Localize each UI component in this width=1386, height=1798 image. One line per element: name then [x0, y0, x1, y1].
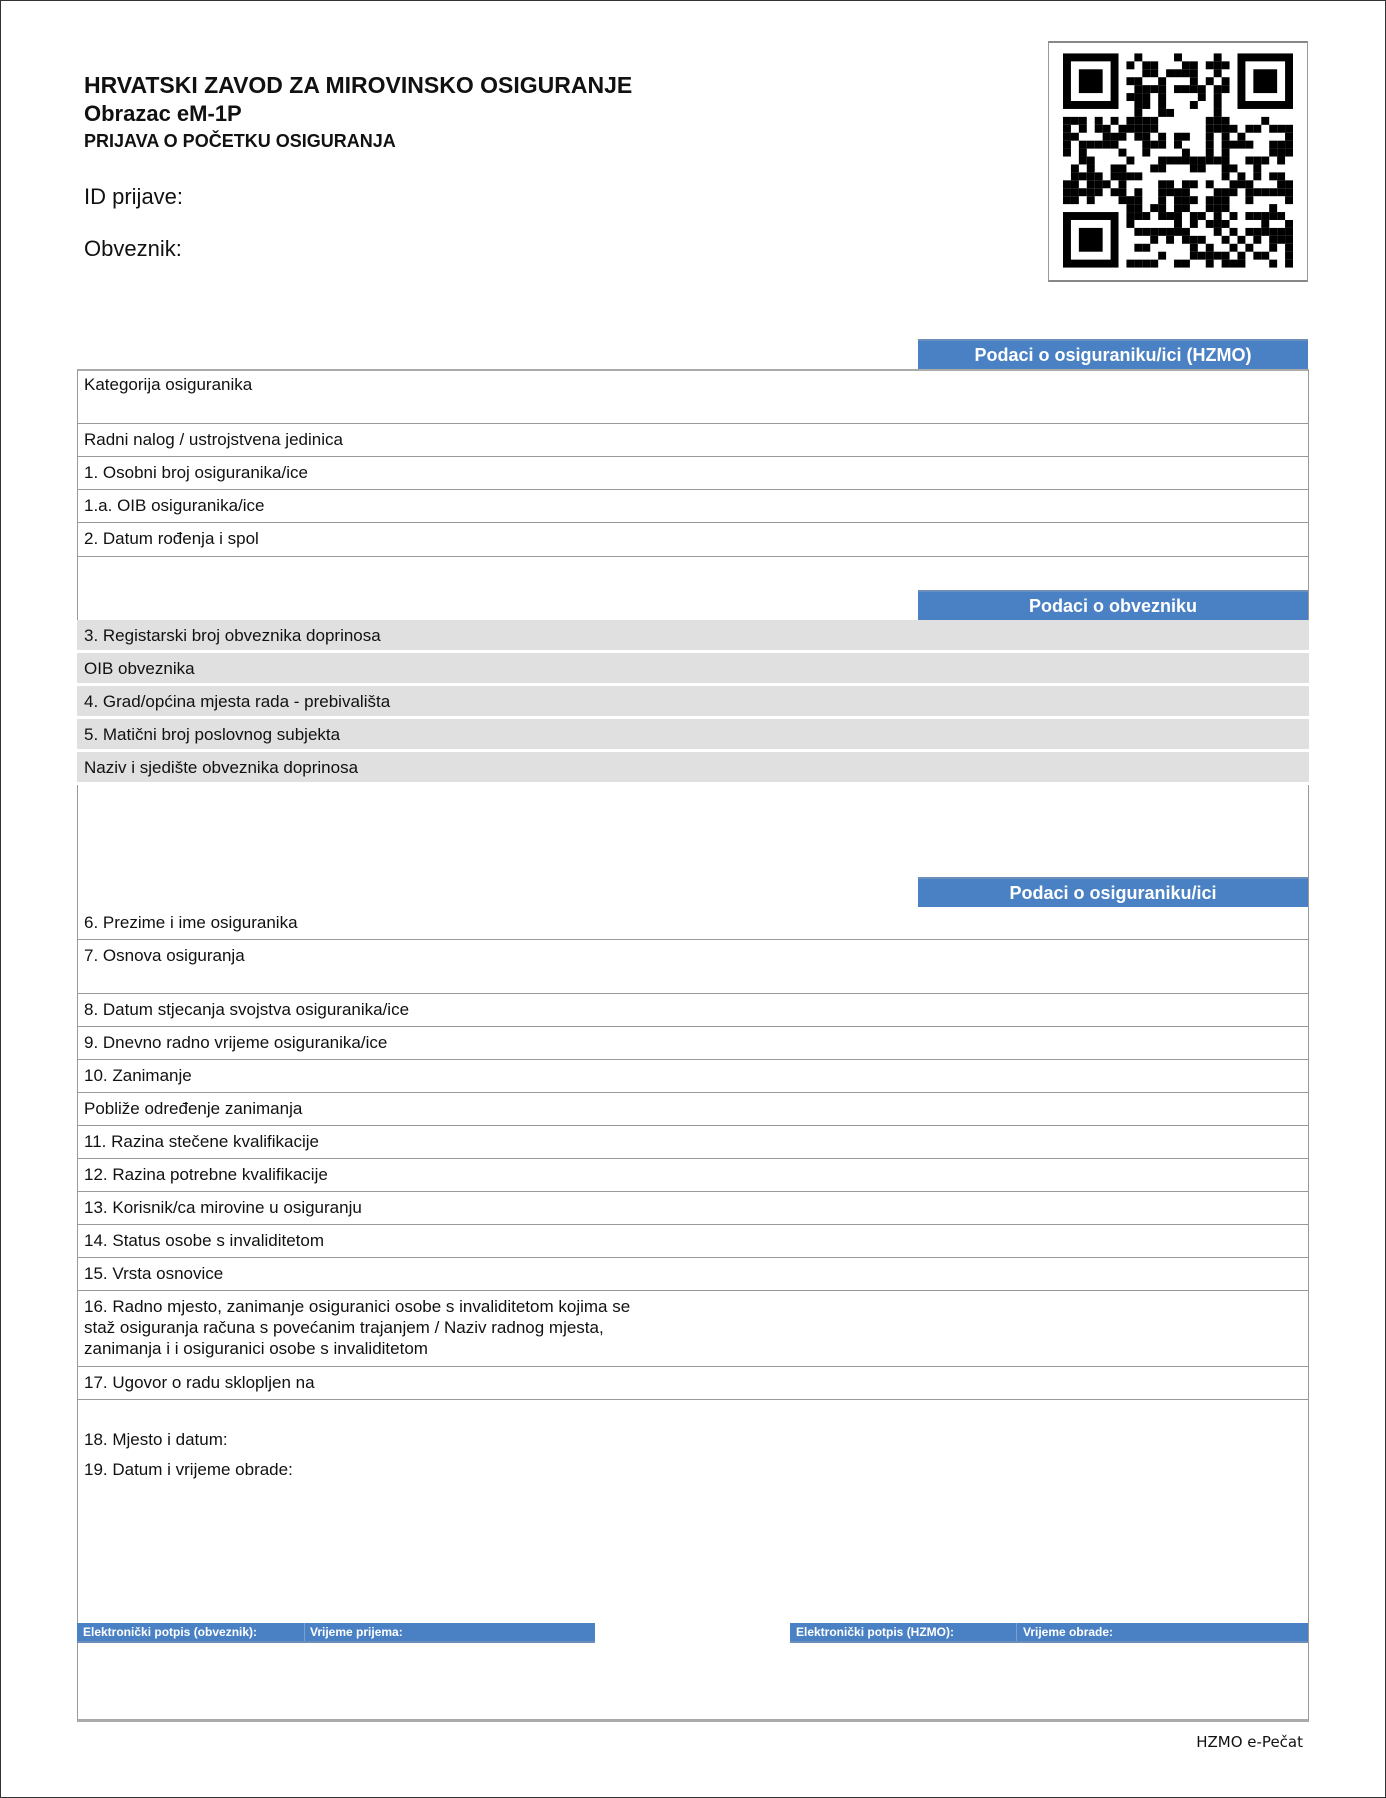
form-row [77, 994, 1309, 1027]
form-row-label: OIB obveznika [84, 659, 195, 678]
form-row-label: 1.a. OIB osiguranika/ice [84, 496, 265, 515]
form-row [77, 424, 1309, 457]
form-row [77, 653, 1309, 686]
form-row [77, 1192, 1309, 1225]
form-row [77, 620, 1309, 653]
form-row [77, 752, 1309, 785]
form-row-label: 8. Datum stjecanja svojstva osiguranika/ice [84, 1000, 410, 1019]
signature-hzmo-label: Elektronički potpis (HZMO): [796, 1625, 955, 1639]
section-header-osiguranik: Podaci o osiguraniku/ici [918, 877, 1308, 907]
form-title: Obrazac eM-1P [84, 101, 242, 126]
form-subtitle: PRIJAVA O POČETKU OSIGURANJA [84, 131, 396, 151]
form-row [77, 907, 1309, 940]
qr-code-image [1063, 53, 1293, 268]
institution-title: HRVATSKI ZAVOD ZA MIROVINSKO OSIGURANJE [84, 72, 633, 98]
form-row-label: 16. Radno mjesto, zanimanje osiguranici osobe s invaliditetom kojima se staž osiguranja računa s povećanim trajanjem / Naziv radnog mjesta, zanimanja i i osiguranici osobe s invaliditetom [84, 1297, 631, 1358]
form-row [77, 1027, 1309, 1060]
section-header-hzmo: Podaci o osiguraniku/ici (HZMO) [918, 339, 1308, 369]
form-row-label: 10. Zanimanje [84, 1066, 192, 1085]
form-row-label: 2. Datum rođenja i spol [84, 529, 259, 548]
form-row [77, 490, 1309, 523]
form-row [77, 1367, 1309, 1400]
form-row-label: Pobliže određenje zanimanja [84, 1099, 303, 1118]
form-row [77, 1159, 1309, 1192]
section-header-obveznik: Podaci o obvezniku [918, 590, 1308, 620]
form-row-label: 5. Matični broj poslovnog subjekta [84, 725, 341, 744]
form-row-label: 13. Korisnik/ca mirovine u osiguranju [84, 1198, 362, 1217]
form-row-label: 14. Status osobe s invaliditetom [84, 1231, 325, 1250]
form-row-label: 1. Osobni broj osiguranika/ice [84, 463, 308, 482]
form-row-label: 7. Osnova osiguranja [84, 946, 245, 965]
form-row [77, 457, 1309, 490]
form-row-label: 9. Dnevno radno vrijeme osiguranika/ice [84, 1033, 388, 1052]
form-row [77, 1126, 1309, 1159]
signature-bar-hzmo [790, 1623, 1308, 1643]
id-label: ID prijave: [84, 184, 184, 209]
form-row-label: 17. Ugovor o radu sklopljen na [84, 1373, 315, 1392]
form-row [77, 686, 1309, 719]
form-row [77, 1093, 1309, 1126]
time-received-label: Vrijeme prijema: [310, 1625, 403, 1639]
form-row-label: 12. Razina potrebne kvalifikacije [84, 1165, 328, 1184]
place-date-label: 18. Mjesto i datum: [84, 1430, 228, 1449]
form-row [77, 940, 1309, 994]
qr-code [1048, 41, 1308, 282]
divider [304, 1623, 305, 1641]
form-row [77, 1291, 1309, 1367]
form-row-label: Naziv i sjedište obveznika doprinosa [84, 758, 359, 777]
form-row-label: 11. Razina stečene kvalifikacije [84, 1132, 319, 1151]
signature-bar-obveznik [77, 1623, 595, 1643]
form-row [77, 719, 1309, 752]
form-row-label: 15. Vrsta osnovice [84, 1264, 224, 1283]
obveznik-label: Obveznik: [84, 236, 182, 261]
form-row [77, 1060, 1309, 1093]
signature-obveznik-label: Elektronički potpis (obveznik): [83, 1625, 258, 1639]
form-row-label: Kategorija osiguranika [84, 375, 253, 394]
form-row [77, 1225, 1309, 1258]
form-row [77, 1258, 1309, 1291]
form-row-label: 3. Registarski broj obveznika doprinosa [84, 626, 381, 645]
processing-datetime-label: 19. Datum i vrijeme obrade: [84, 1460, 293, 1479]
form-row-label: 6. Prezime i ime osiguranika [84, 913, 298, 932]
form-row [77, 369, 1309, 424]
divider [1016, 1623, 1017, 1641]
time-processed-label: Vrijeme obrade: [1023, 1625, 1114, 1639]
form-row-label: Radni nalog / ustrojstvena jedinica [84, 430, 343, 449]
e-seal-label: HZMO e-Pečat [1196, 1733, 1303, 1751]
form-row-label: 4. Grad/općina mjesta rada - prebivališta [84, 692, 391, 711]
form-row [77, 523, 1309, 557]
